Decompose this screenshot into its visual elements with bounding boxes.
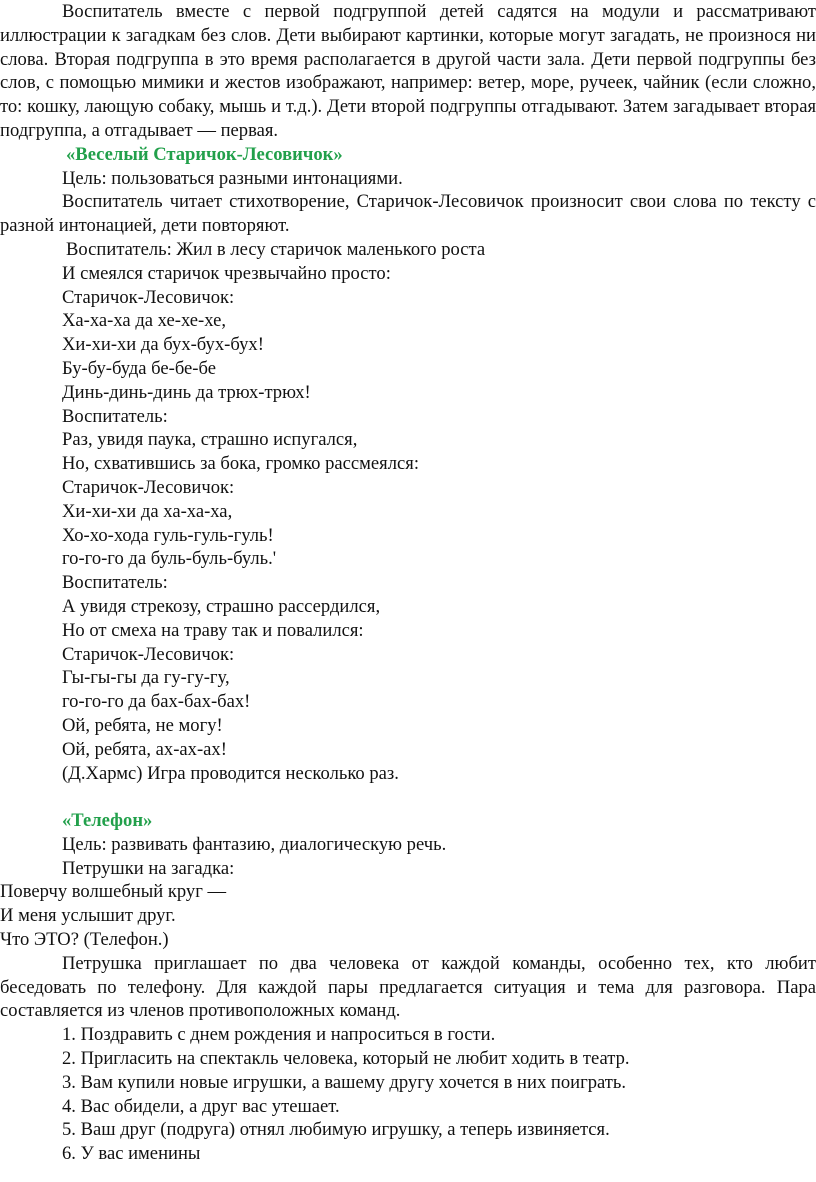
riddle-line: Что ЭТО? (Телефон.) bbox=[0, 929, 169, 951]
poem-line: Ой, ребята, ах-ах-ах! bbox=[62, 738, 227, 760]
situation-item: 3. Вам купили новые игрушки, а вашему другу хочется в них поиграть. bbox=[62, 1071, 627, 1093]
poem-line: Старичок-Лесовичок: bbox=[62, 476, 235, 498]
poem-line: Раз, увидя паука, страшно испугался, bbox=[62, 429, 358, 451]
game2-description: Петрушка приглашает по два человека от каждой команды, особенно тех, кто любит беседовать по телефону. Для каждой пары предлагается ситуация и тема для разговора. Пара составляется из членов противоположных команд. bbox=[0, 952, 816, 1022]
riddle-line: И меня услышит друг. bbox=[0, 905, 176, 927]
poem-line: Динь-динь-динь да трюх-трюх! bbox=[62, 381, 311, 403]
situation-item: 5. Ваш друг (подруга) отнял любимую игрушку, а теперь извиняется. bbox=[62, 1119, 610, 1141]
poem-line: го-го-го да бах-бах-бах! bbox=[62, 691, 251, 713]
poem-line: Но от смеха на траву так и повалился: bbox=[62, 619, 364, 641]
poem-line: Гы-гы-гы да гу-гу-гу, bbox=[62, 667, 230, 689]
situation-item: 2. Пригласить на спектакль человека, который не любит ходить в театр. bbox=[62, 1048, 630, 1070]
poem-line: Бу-бу-буда бе-бе-бе bbox=[62, 357, 216, 379]
riddle-line: Поверчу волшебный круг — bbox=[0, 881, 227, 903]
poem-line: Но, схватившись за бока, громко рассмеялся: bbox=[62, 453, 419, 475]
situation-item: 1. Поздравить с днем рождения и напроситься в гости. bbox=[62, 1024, 496, 1046]
poem-line: Хо-хо-хода гуль-гуль-гуль! bbox=[62, 524, 274, 546]
poem-line: го-го-го да буль-буль-буль.' bbox=[62, 548, 277, 570]
poem-line: А увидя стрекозу, страшно рассердился, bbox=[62, 595, 381, 617]
poem-line: Хи-хи-хи да ха-ха-ха, bbox=[62, 500, 233, 522]
poem-line: Ой, ребята, не могу! bbox=[62, 714, 223, 736]
game2-goal: Цель: развивать фантазию, диалогическую речь. bbox=[62, 833, 447, 855]
game2-situations-list bbox=[0, 1023, 816, 1166]
game2-riddle bbox=[0, 880, 816, 951]
poem-line: Ха-ха-ха да хе-хе-хе, bbox=[62, 310, 226, 332]
poem-line: Старичок-Лесовичок: bbox=[62, 643, 235, 665]
game1-title: «Веселый Старичок-Лесовичок» bbox=[66, 143, 343, 165]
game1-poem bbox=[0, 262, 816, 786]
poem-line: Воспитатель: bbox=[62, 405, 168, 427]
game2-riddle-intro: Петрушки на загадка: bbox=[62, 857, 235, 879]
poem-line: Воспитатель: bbox=[62, 572, 168, 594]
situation-item: 6. У вас именины bbox=[62, 1143, 201, 1165]
poem-line: Старичок-Лесовичок: bbox=[62, 286, 235, 308]
game2-title: «Телефон» bbox=[62, 810, 153, 832]
poem-line: Хи-хи-хи да бух-бух-бух! bbox=[62, 334, 264, 356]
poem-line: И смеялся старичок чрезвычайно просто: bbox=[62, 262, 391, 284]
game1-instruction: Воспитатель читает стихотворение, Старичок-Лесовичок произносит свои слова по тексту с разной интонацией, дети повторяют. bbox=[0, 191, 816, 237]
game1-goal: Цель: пользоваться разными интонациями. bbox=[62, 167, 403, 189]
poem-attribution: (Д.Хармс) Игра проводится несколько раз. bbox=[62, 762, 399, 784]
game1-poem-first-line: Воспитатель: Жил в лесу старичок маленького роста bbox=[66, 238, 486, 260]
section-spacer bbox=[0, 785, 816, 809]
situation-item: 4. Вас обидели, а друг вас утешает. bbox=[62, 1095, 340, 1117]
intro-paragraph: Воспитатель вместе с первой подгруппой детей садятся на модули и рассматривают иллюстрации к загадкам без слов. Дети выбирают картинки, которые могут загадать, не произнося ни слова. Вторая подгруппа в это время располагается в другой части зала. Дети первой подгруппы без слов, с помощью мимики и жестов изображают, например: ветер, море, ручеек, чайник (если сложно, то: кошку, лающую собаку, мышь и т.д.). Дети второй подгруппы отгадывают. Затем загадывает вторая подгруппа, а отгадывает — первая. bbox=[0, 1, 816, 141]
